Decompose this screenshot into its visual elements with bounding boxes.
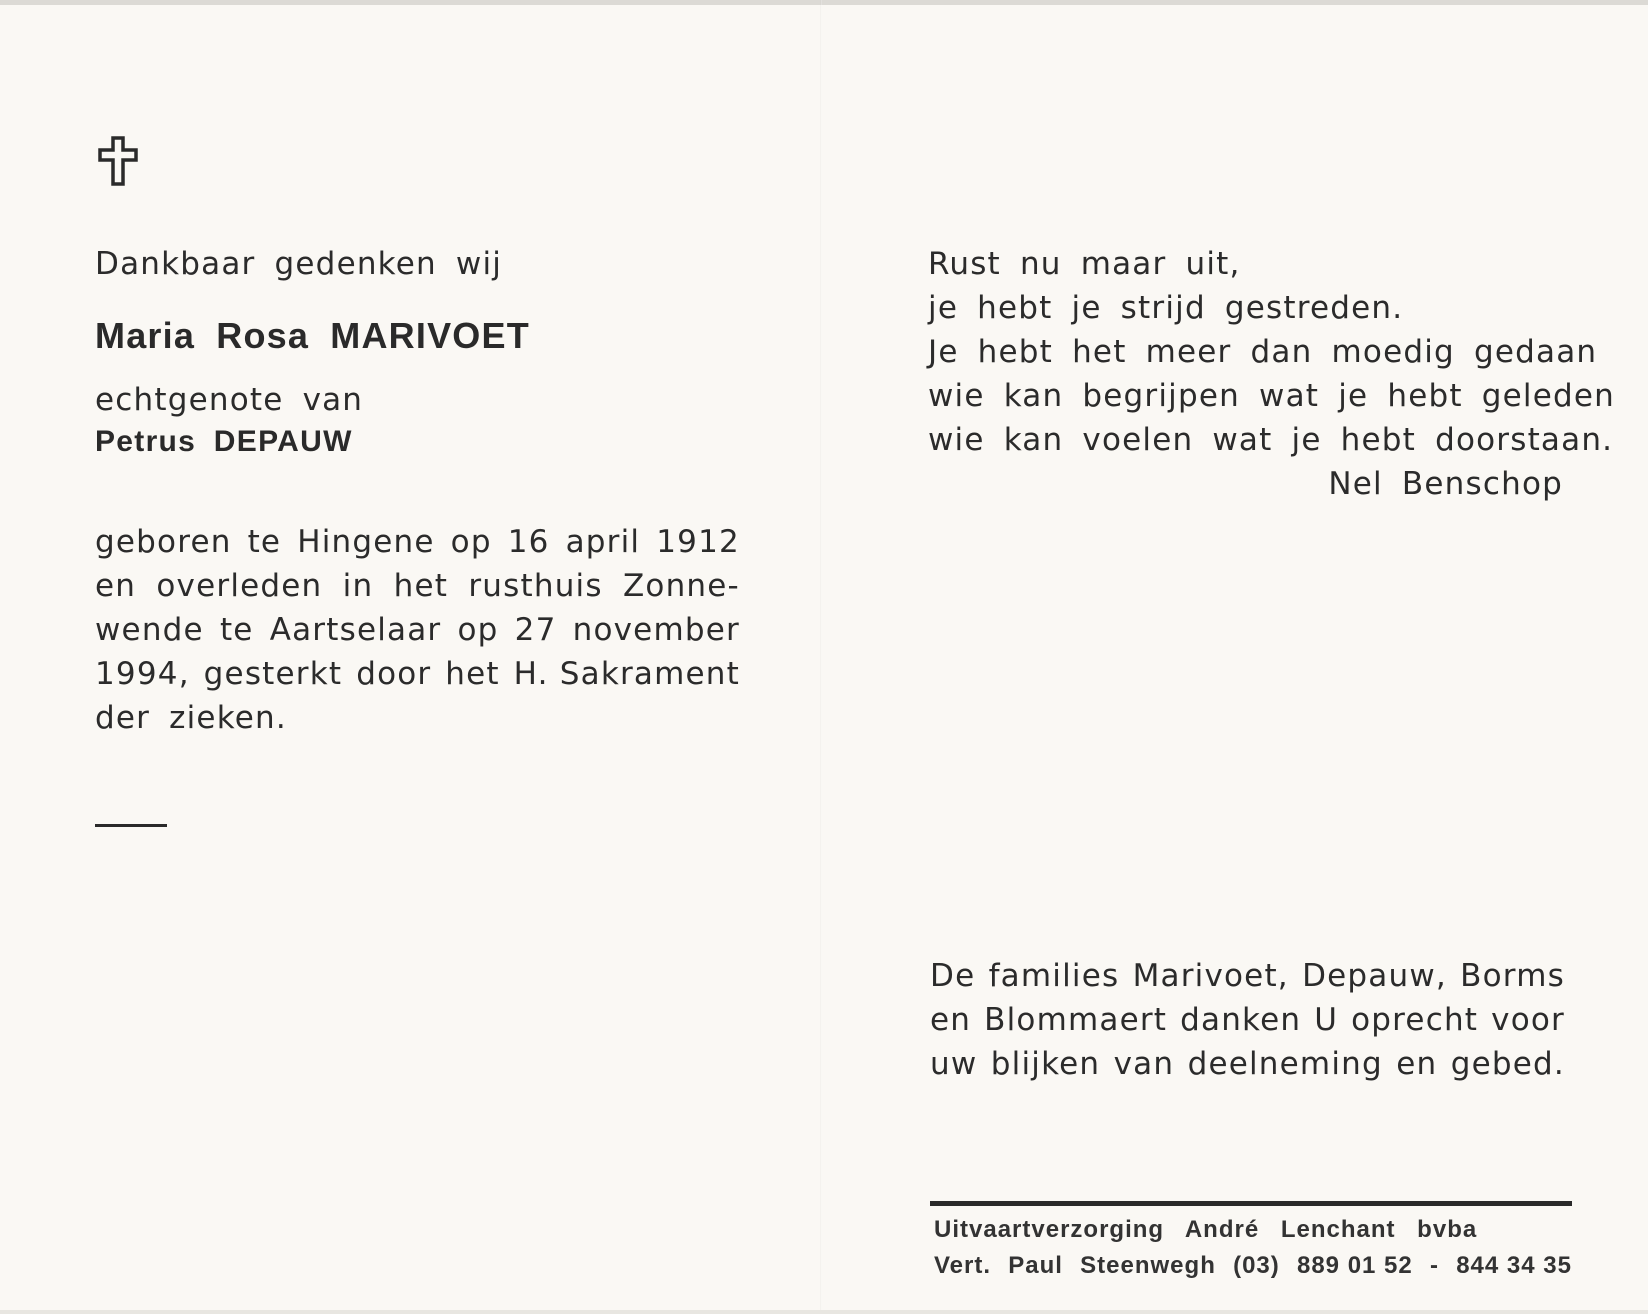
spouse-intro: echtgenote van <box>95 382 364 418</box>
poem <box>928 242 1615 506</box>
bio-word: 1994, <box>95 656 190 692</box>
thanks-word: oprecht <box>1351 1002 1479 1038</box>
bio-word: het <box>393 568 449 604</box>
card-bottom-edge <box>0 1310 1648 1314</box>
thanks-line-3 <box>930 1042 1565 1086</box>
intro-text: Dankbaar gedenken wij <box>95 246 503 282</box>
bio-word: overleden <box>156 568 323 604</box>
bio-word: 16 <box>507 524 550 560</box>
thanks-word: families <box>988 958 1120 994</box>
thanks-word: deelneming <box>1187 1046 1383 1082</box>
undertaker-contact <box>934 1248 1572 1284</box>
poem-line: je hebt je strijd gestreden. <box>928 290 1404 326</box>
contact-part: 844 34 35 <box>1456 1252 1572 1279</box>
poem-author: Nel Benschop <box>1328 466 1563 502</box>
bio-word: geboren <box>95 524 232 560</box>
bio-line-4 <box>95 652 740 696</box>
bio-word: H. Sakrament <box>513 656 740 692</box>
bio-word: op <box>450 524 492 560</box>
bio-line-5: der zieken. <box>95 700 287 736</box>
thanks-word: gebed. <box>1450 1046 1565 1082</box>
bio-word: november <box>572 612 740 648</box>
deceased-name: Maria Rosa MARIVOET <box>95 315 530 356</box>
poem-line: Rust nu maar uit, <box>928 246 1241 282</box>
bio-word: Aartselaar <box>269 612 442 648</box>
bio-line-2 <box>95 564 740 608</box>
left-panel <box>95 242 740 740</box>
thanks-word: uw <box>930 1046 978 1082</box>
bio-word: het <box>445 656 500 692</box>
bio-line-3 <box>95 608 740 652</box>
bio-word: Hingene <box>297 524 435 560</box>
undertaker-name: Uitvaartverzorging André Lenchant bvba <box>934 1216 1478 1243</box>
card-top-edge <box>0 0 1648 5</box>
cross-icon <box>96 136 140 186</box>
thanks-message <box>930 954 1565 1086</box>
spouse-name: Petrus DEPAUW <box>95 425 353 458</box>
bio-line-1 <box>95 520 740 564</box>
thanks-word: danken <box>1180 1002 1302 1038</box>
poem-line: wie kan begrijpen wat je hebt geleden <box>928 378 1615 414</box>
bio-word: in <box>342 568 374 604</box>
footer-rule <box>930 1201 1572 1206</box>
thanks-word: en <box>1396 1046 1438 1082</box>
bio-word: door <box>356 656 432 692</box>
undertaker-info <box>934 1212 1572 1284</box>
thanks-word: Borms <box>1460 958 1565 994</box>
thanks-word: Marivoet, <box>1132 958 1289 994</box>
thanks-word: voor <box>1491 1002 1565 1038</box>
thanks-word: U <box>1314 1002 1339 1038</box>
poem-line: wie kan voelen wat je hebt doorstaan. <box>928 422 1614 458</box>
contact-part: - <box>1429 1252 1439 1279</box>
thanks-word: blijken <box>990 1046 1101 1082</box>
contact-part: Vert. <box>934 1252 992 1279</box>
bio-word: te <box>247 524 282 560</box>
poem-line: Je hebt het meer dan moedig gedaan <box>928 334 1598 370</box>
thanks-word: De <box>930 958 976 994</box>
thanks-word: van <box>1113 1046 1175 1082</box>
bio-word: wende <box>95 612 204 648</box>
bio-word: te <box>219 612 254 648</box>
contact-part: Paul <box>1008 1252 1063 1279</box>
bio-word: op <box>457 612 499 648</box>
thanks-word: Depauw, <box>1302 958 1447 994</box>
contact-part: 889 01 52 <box>1296 1252 1413 1279</box>
bio-word: rusthuis <box>468 568 603 604</box>
contact-part: (03) <box>1233 1252 1280 1279</box>
separator-dash <box>95 824 167 827</box>
bio-word: 1912 <box>656 524 740 560</box>
thanks-line-1 <box>930 954 1565 998</box>
bio-word: 27 <box>514 612 557 648</box>
bio-word: Zonne- <box>622 568 740 604</box>
contact-part: Steenwegh <box>1080 1252 1216 1279</box>
card-fold <box>820 0 822 1314</box>
thanks-word: en <box>930 1002 972 1038</box>
thanks-line-2 <box>930 998 1565 1042</box>
bio-word: april <box>565 524 641 560</box>
bio-word: en <box>95 568 137 604</box>
biography <box>95 520 740 740</box>
bio-word: gesterkt <box>203 656 343 692</box>
thanks-word: Blommaert <box>984 1002 1168 1038</box>
